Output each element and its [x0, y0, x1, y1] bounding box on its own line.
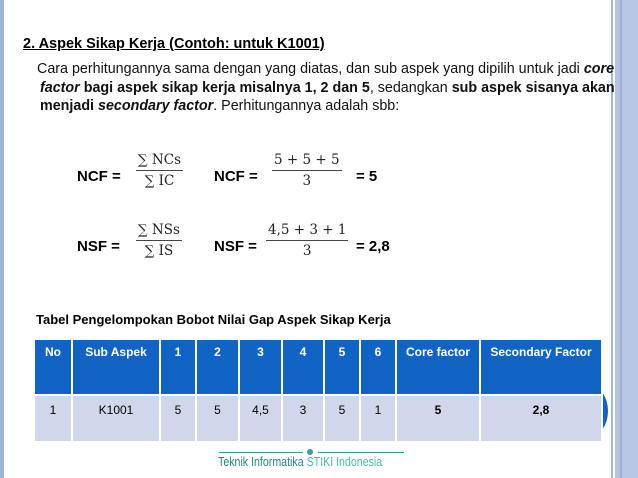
denominator: 3: [302, 173, 312, 189]
numerator: 5 + 5 + 5: [272, 152, 342, 171]
text: bagi aspek sikap kerja misalnya 1, 2 dan 5: [79, 79, 370, 96]
ncf-calculation: [272, 152, 342, 189]
nsf-formula: [136, 222, 182, 259]
text: . Perhitungannya adalah sbb:: [213, 98, 400, 114]
nsf-label: NSF =: [77, 238, 120, 255]
cell: 5: [324, 395, 360, 442]
footer-logo: [218, 455, 382, 469]
header-cell: 3: [239, 339, 282, 395]
ncf-formula: [136, 152, 183, 189]
nsf-label-2: NSF =: [214, 238, 257, 255]
header-cell: Core factor: [396, 339, 480, 395]
numerator: ∑ NSs: [136, 222, 182, 241]
header-cell: No: [34, 339, 72, 395]
cell: 5: [396, 395, 480, 442]
cell: 5: [196, 395, 239, 442]
numerator: ∑ NCs: [136, 152, 183, 171]
text: sub aspek sisanya akan menjadi: [40, 79, 615, 114]
cell: 2,8: [480, 395, 602, 442]
description-paragraph: [37, 60, 620, 116]
header-cell: 4: [282, 339, 324, 395]
header-cell: 1: [160, 339, 196, 395]
ncf-result: = 5: [356, 168, 378, 185]
denominator: 3: [302, 243, 312, 259]
text: Cara perhitungannya sama dengan yang diatas, dan sub aspek yang dipilih untuk jadi: [37, 61, 584, 77]
table-caption: Tabel Pengelompokan Bobot Nilai Gap Aspek Sikap Kerja: [36, 312, 391, 327]
header-cell: 2: [196, 339, 239, 395]
cell: 5: [160, 395, 196, 442]
cell: 1: [360, 395, 396, 442]
table-row: [34, 395, 602, 442]
denominator: ∑ IC: [144, 173, 175, 189]
cell: 1: [34, 395, 72, 442]
numerator: 4,5 + 3 + 1: [266, 222, 348, 241]
header-cell: 5: [324, 339, 360, 395]
header-cell: Sub Aspek: [72, 339, 160, 395]
section-heading: 2. Aspek Sikap Kerja (Contoh: untuk K1001): [23, 36, 325, 52]
text-secondary-factor: secondary factor: [98, 98, 214, 114]
gap-table: [33, 338, 603, 443]
header-cell: Secondary Factor: [480, 339, 602, 395]
nsf-result: = 2,8: [356, 238, 390, 255]
footer-line: [219, 452, 303, 453]
denominator: ∑ IS: [144, 243, 174, 259]
text: , sedangkan: [369, 79, 452, 96]
footer-line: [318, 452, 404, 453]
table-header-row: [34, 339, 602, 395]
footer-right: STIKI Indonesia: [306, 455, 383, 469]
cell: 4,5: [239, 395, 282, 442]
nsf-calculation: [266, 222, 348, 259]
ncf-label-2: NCF =: [214, 168, 258, 185]
footer-left: Teknik Informatika: [218, 455, 304, 469]
cell: K1001: [72, 395, 160, 442]
header-cell: 6: [360, 339, 396, 395]
ncf-label: NCF =: [77, 168, 121, 185]
left-border: [0, 0, 4, 478]
text-core-factor: core factor: [40, 61, 615, 96]
cell: 3: [282, 395, 324, 442]
